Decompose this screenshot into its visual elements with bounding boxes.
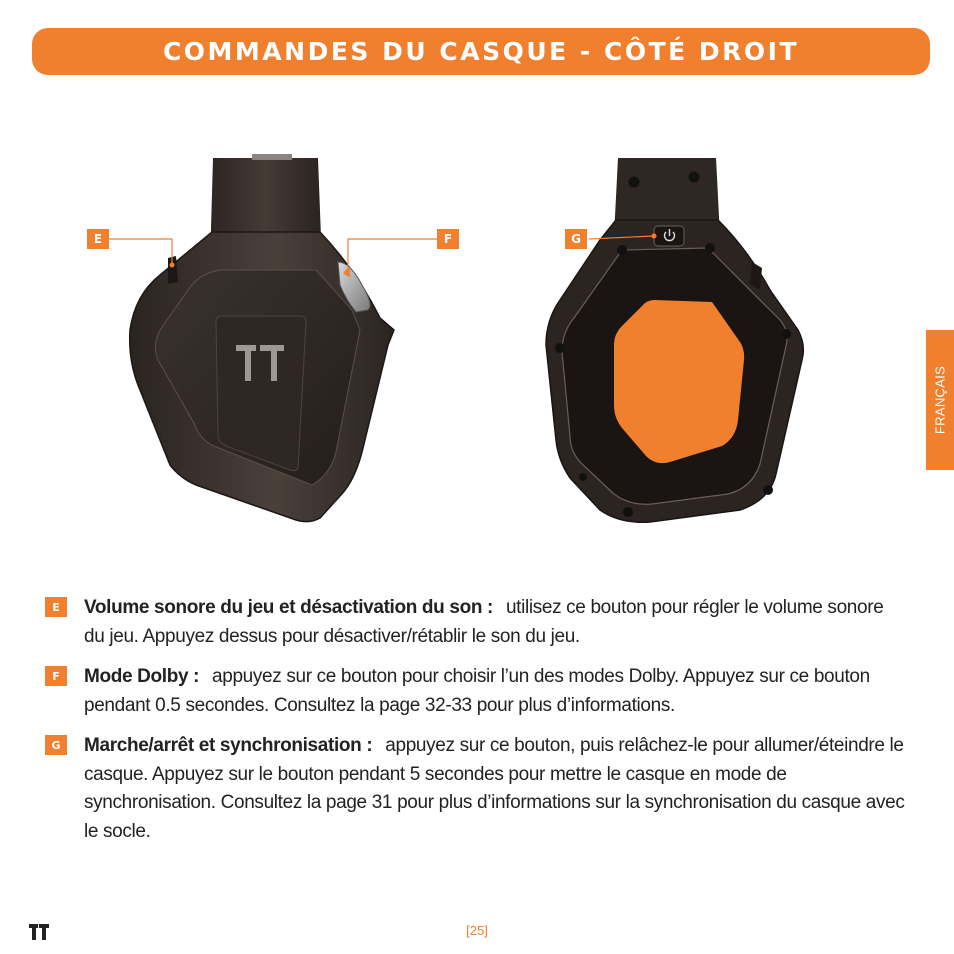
earcup-logo-panel: [216, 316, 306, 471]
callout-g: G: [565, 229, 587, 249]
power-button[interactable]: [654, 226, 684, 246]
item-heading: Mode Dolby :: [84, 666, 200, 687]
language-tab-label: FRANÇAIS: [932, 365, 948, 435]
description-item-e: [45, 594, 905, 651]
item-text: [84, 594, 905, 651]
description-item-g: [45, 732, 905, 846]
item-body: utilisez ce bouton pour régler le volume sonore du jeu. Appuyez dessus pour désactiver/rétablir le son du jeu.: [84, 597, 884, 647]
earcup-outer-view: [130, 154, 394, 522]
callout-f: F: [437, 229, 459, 249]
item-body: appuyez sur ce bouton, puis relâchez-le pour allumer/éteindre le casque. Appuyez sur le bouton pendant 5 secondes pour mettre le casque en mode de synchronisation. Consultez la page 31 pour plus d’informations sur la synchronisation du casque avec le socle.: [84, 735, 905, 842]
item-badge: E: [45, 597, 67, 617]
control-descriptions: [45, 594, 905, 858]
volume-wheel[interactable]: [168, 256, 178, 284]
item-badge: G: [45, 735, 67, 755]
item-heading: Volume sonore du jeu et désactivation du son :: [84, 597, 493, 618]
item-body: appuyez sur ce bouton pour choisir l’un des modes Dolby. Appuyez sur ce bouton pendant 0.5 secondes. Consultez la page 32-33 pour plus d’informations.: [84, 666, 870, 716]
earpad-center[interactable]: [614, 300, 744, 463]
item-badge: F: [45, 666, 67, 686]
item-text: [84, 732, 905, 846]
page-number: [25]: [466, 923, 488, 938]
callout-e: E: [87, 229, 109, 249]
item-text: [84, 663, 905, 720]
item-heading: Marche/arrêt et synchronisation :: [84, 735, 373, 756]
section-title: COMMANDES DU CASQUE - CÔTÉ DROIT: [162, 37, 800, 66]
earcup-inner-view: [546, 158, 803, 522]
description-item-f: [45, 663, 905, 720]
